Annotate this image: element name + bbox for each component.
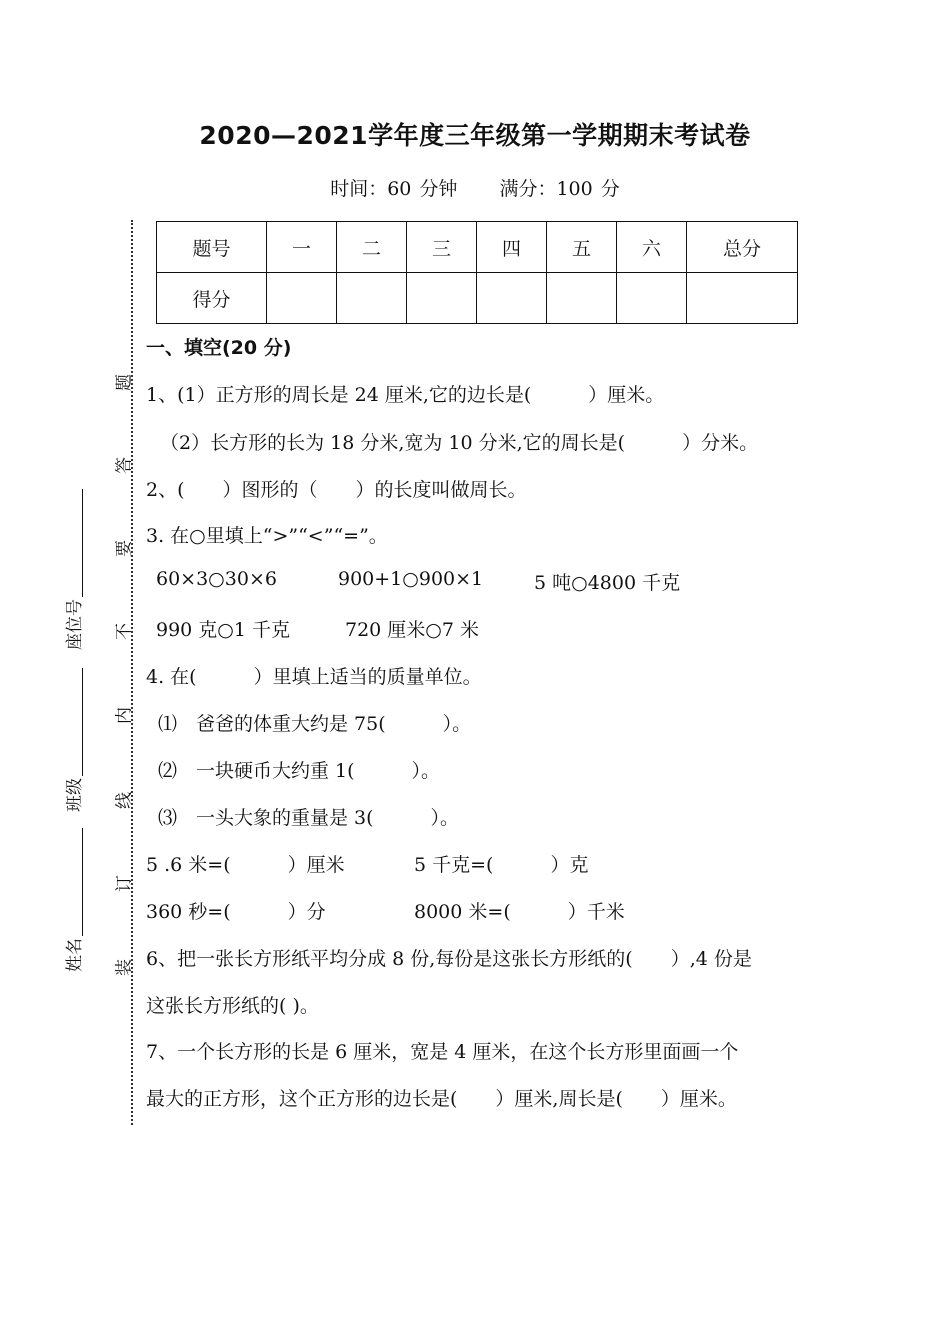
score-cell: [477, 273, 547, 324]
score-table: [156, 221, 798, 324]
binding-char: 订: [114, 875, 135, 892]
exam-title: 2020—2021学年度三年级第一学期期末考试卷: [199, 121, 751, 150]
score-row-label: 得分: [157, 273, 267, 324]
class-label: 班级: [65, 778, 85, 812]
score-table-header-cell: 四: [477, 222, 547, 273]
binding-char: 要: [114, 540, 135, 557]
seat-number-label: 座位号: [65, 599, 85, 650]
binding-char: 题: [114, 374, 135, 391]
binding-char: 装: [114, 959, 135, 976]
score-table-header-cell: 一: [267, 222, 337, 273]
binding-char: 线: [114, 792, 135, 809]
question-3-item: 990 克○1 千克: [156, 619, 291, 641]
question-2: 2、( ）图形的（ ）的长度叫做周长。: [146, 479, 527, 501]
question-1b: （2）长方形的长为 18 分米,宽为 10 分米,它的周长是( ）分米。: [160, 432, 759, 454]
question-4-item: ⑶ 一头大象的重量是 3( ）。: [158, 807, 460, 829]
score-cell: [407, 273, 477, 324]
seat-number-blank[interactable]: [82, 489, 83, 597]
seat-number-field[interactable]: [60, 489, 85, 650]
name-blank[interactable]: [82, 828, 83, 936]
score-table-header-cell: 总分: [687, 222, 798, 273]
question-7-line: 7、一个长方形的长是 6 厘米，宽是 4 厘米，在这个长方形里面画一个: [146, 1041, 739, 1063]
name-field[interactable]: [60, 828, 85, 972]
score-cell: [617, 273, 687, 324]
question-3-item: 720 厘米○7 米: [345, 619, 480, 641]
binding-char: 内: [114, 707, 135, 724]
question-7-line: 最大的正方形，这个正方形的边长是( ）厘米,周长是( ）厘米。: [146, 1088, 737, 1110]
score-table-header-cell: 二: [337, 222, 407, 273]
score-table-header-cell: 题号: [157, 222, 267, 273]
question-3-item: 5 吨○4800 千克: [534, 572, 681, 594]
time-limit: 时间：60 分钟: [330, 178, 458, 200]
question-5-item: 8000 米=( ）千米: [414, 901, 625, 923]
question-6-line: 6、把一张长方形纸平均分成 8 份,每份是这张长方形纸的( ）,4 份是: [146, 948, 752, 970]
score-table-header-cell: 三: [407, 222, 477, 273]
score-cell: [337, 273, 407, 324]
score-cell: [547, 273, 617, 324]
score-cell: [687, 273, 798, 324]
section-heading: 一、填空(20 分): [146, 337, 292, 359]
question-4: 4. 在( ）里填上适当的质量单位。: [146, 666, 482, 688]
class-blank[interactable]: [82, 668, 83, 776]
question-5-item: 5 千克=( ）克: [414, 854, 589, 876]
score-table-header-cell: 六: [617, 222, 687, 273]
question-3-item: 60×3○30×6: [156, 568, 277, 590]
class-field[interactable]: [60, 668, 85, 812]
question-4-item: ⑵ 一块硬币大约重 1( ）。: [158, 760, 441, 782]
score-table-header-row: [157, 222, 798, 273]
question-6-line: 这张长方形纸的( )。: [146, 995, 319, 1017]
question-3-item: 900+1○900×1: [338, 568, 484, 590]
question-4-item: ⑴ 爸爸的体重大约是 75( ）。: [158, 713, 472, 735]
score-cell: [267, 273, 337, 324]
question-5-item: 5 .6 米=( ）厘米: [146, 854, 345, 876]
full-score: 满分：100 分: [499, 178, 620, 200]
question-5-item: 360 秒=( ）分: [146, 901, 326, 923]
score-table-header-cell: 五: [547, 222, 617, 273]
binding-dotted-line: [131, 220, 133, 1125]
exam-subtitle: [0, 174, 950, 201]
score-table-score-row: [157, 273, 798, 324]
name-label: 姓名: [65, 938, 85, 972]
binding-char: 答: [114, 457, 135, 474]
binding-char: 不: [114, 623, 135, 640]
question-3: 3. 在○里填上“>”“<”“=”。: [146, 525, 388, 547]
question-1a: 1、(1）正方形的周长是 24 厘米,它的边长是( ）厘米。: [146, 384, 665, 406]
